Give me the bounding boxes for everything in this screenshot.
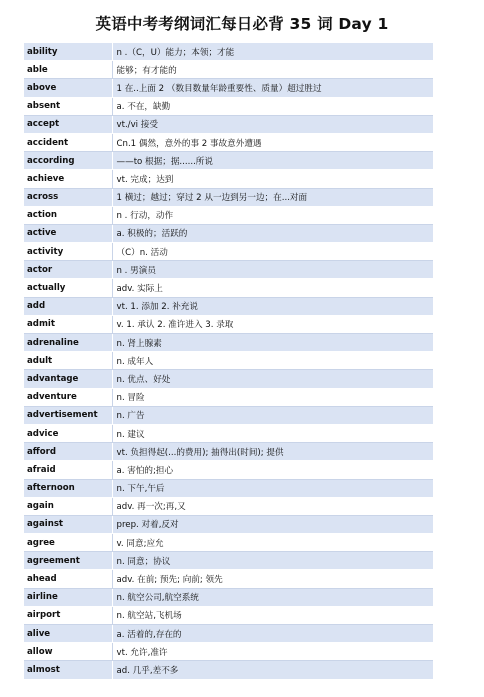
table-row [24, 497, 433, 515]
vocab-word: admit [24, 315, 112, 333]
vocab-word: advertisement [24, 406, 112, 424]
vocab-definition: n. 建议 [112, 424, 433, 442]
table-row [24, 370, 433, 388]
vocab-definition: vt./vi 接受 [112, 115, 433, 133]
vocab-word: airline [24, 588, 112, 606]
table-row [24, 188, 433, 206]
vocab-word: ability [24, 43, 112, 61]
page-title: 英语中考考纲词汇每日必背 35 词 Day 1 [95, 15, 389, 33]
table-row [24, 424, 433, 442]
vocab-word: absent [24, 97, 112, 115]
vocab-word: again [24, 497, 112, 515]
vocab-word: advantage [24, 370, 112, 388]
vocab-definition: a. 活着的,存在的 [112, 625, 433, 643]
vocab-definition: adv. 在前; 预先; 向前; 领先 [112, 570, 433, 588]
vocab-word: achieve [24, 170, 112, 188]
vocab-word: allow [24, 643, 112, 661]
table-row [24, 61, 433, 79]
vocab-word: actually [24, 279, 112, 297]
vocab-definition: a. 害怕的;担心 [112, 461, 433, 479]
vocab-definition: n. 航空站,飞机场 [112, 606, 433, 624]
vocab-word: almost [24, 661, 112, 679]
vocab-word: agreement [24, 552, 112, 570]
table-row [24, 43, 433, 61]
vocab-definition: ——to 根据；据......所说 [112, 152, 433, 170]
vocab-word: ahead [24, 570, 112, 588]
vocab-word: active [24, 224, 112, 242]
vocab-word: action [24, 206, 112, 224]
table-row [24, 261, 433, 279]
vocab-definition: v. 同意;应允 [112, 534, 433, 552]
table-row [24, 152, 433, 170]
vocab-definition: adv. 再一次;再,又 [112, 497, 433, 515]
table-row [24, 606, 433, 624]
vocabulary-table [24, 42, 433, 680]
vocab-word: adrenaline [24, 334, 112, 352]
table-row [24, 115, 433, 133]
table-row [24, 515, 433, 533]
vocab-word: add [24, 297, 112, 315]
vocab-definition: n. 下午,午后 [112, 479, 433, 497]
table-row [24, 352, 433, 370]
vocab-definition: vt. 负担得起(...的费用); 抽得出(时间); 提供 [112, 443, 433, 461]
vocab-definition: （C）n. 活动 [112, 243, 433, 261]
vocab-definition: n . 行动，动作 [112, 206, 433, 224]
table-row [24, 170, 433, 188]
table-row [24, 206, 433, 224]
vocab-word: agree [24, 534, 112, 552]
vocab-definition: n. 肾上腺素 [112, 334, 433, 352]
table-row [24, 133, 433, 151]
table-row [24, 334, 433, 352]
table-row [24, 224, 433, 242]
vocab-word: afraid [24, 461, 112, 479]
vocab-word: accident [24, 133, 112, 151]
table-row [24, 406, 433, 424]
vocab-definition: v. 1. 承认 2. 准许进入 3. 录取 [112, 315, 433, 333]
table-row [24, 315, 433, 333]
vocab-word: adult [24, 352, 112, 370]
vocab-word: according [24, 152, 112, 170]
vocab-definition: 1 横过；越过；穿过 2 从一边到另一边；在...对面 [112, 188, 433, 206]
table-row [24, 625, 433, 643]
vocab-word: against [24, 515, 112, 533]
vocab-definition: 1 在..上面 2 （数目数量年龄重要性、质量）超过胜过 [112, 79, 433, 97]
vocab-definition: n. 冒险 [112, 388, 433, 406]
table-row [24, 588, 433, 606]
vocab-definition: n. 优点、好处 [112, 370, 433, 388]
vocab-definition: n .（C，U）能力；本领；才能 [112, 43, 433, 61]
vocab-definition: Cn.1 偶然，意外的事 2 事故意外遭遇 [112, 133, 433, 151]
vocab-word: afford [24, 443, 112, 461]
table-row [24, 443, 433, 461]
table-row [24, 534, 433, 552]
vocab-word: able [24, 61, 112, 79]
vocab-definition: ad. 几乎,差不多 [112, 661, 433, 679]
vocab-definition: n. 航空公司,航空系统 [112, 588, 433, 606]
table-row [24, 570, 433, 588]
vocab-word: adventure [24, 388, 112, 406]
vocab-word: across [24, 188, 112, 206]
table-row [24, 552, 433, 570]
table-row [24, 661, 433, 679]
table-row [24, 643, 433, 661]
table-row [24, 461, 433, 479]
vocab-definition: a. 不在，缺勤 [112, 97, 433, 115]
vocab-word: advice [24, 424, 112, 442]
vocab-word: accept [24, 115, 112, 133]
table-row [24, 243, 433, 261]
vocab-definition: n. 同意；协议 [112, 552, 433, 570]
vocab-definition: 能够；有才能的 [112, 61, 433, 79]
table-row [24, 297, 433, 315]
vocab-definition: n. 成年人 [112, 352, 433, 370]
vocab-definition: vt. 允许,准许 [112, 643, 433, 661]
vocab-definition: prep. 对着,反对 [112, 515, 433, 533]
table-row [24, 79, 433, 97]
table-row [24, 97, 433, 115]
vocab-word: actor [24, 261, 112, 279]
vocab-definition: n. 广告 [112, 406, 433, 424]
table-row [24, 279, 433, 297]
vocab-word: activity [24, 243, 112, 261]
vocab-word: afternoon [24, 479, 112, 497]
vocab-definition: vt. 1. 添加 2. 补充说 [112, 297, 433, 315]
vocab-definition: adv. 实际上 [112, 279, 433, 297]
vocab-definition: n . 男演员 [112, 261, 433, 279]
vocab-word: alive [24, 625, 112, 643]
vocab-word: above [24, 79, 112, 97]
vocab-word: airport [24, 606, 112, 624]
vocabulary-table-body [24, 43, 433, 680]
vocab-definition: vt. 完成；达到 [112, 170, 433, 188]
vocab-definition: a. 积极的；活跃的 [112, 224, 433, 242]
table-row [24, 479, 433, 497]
table-row [24, 388, 433, 406]
